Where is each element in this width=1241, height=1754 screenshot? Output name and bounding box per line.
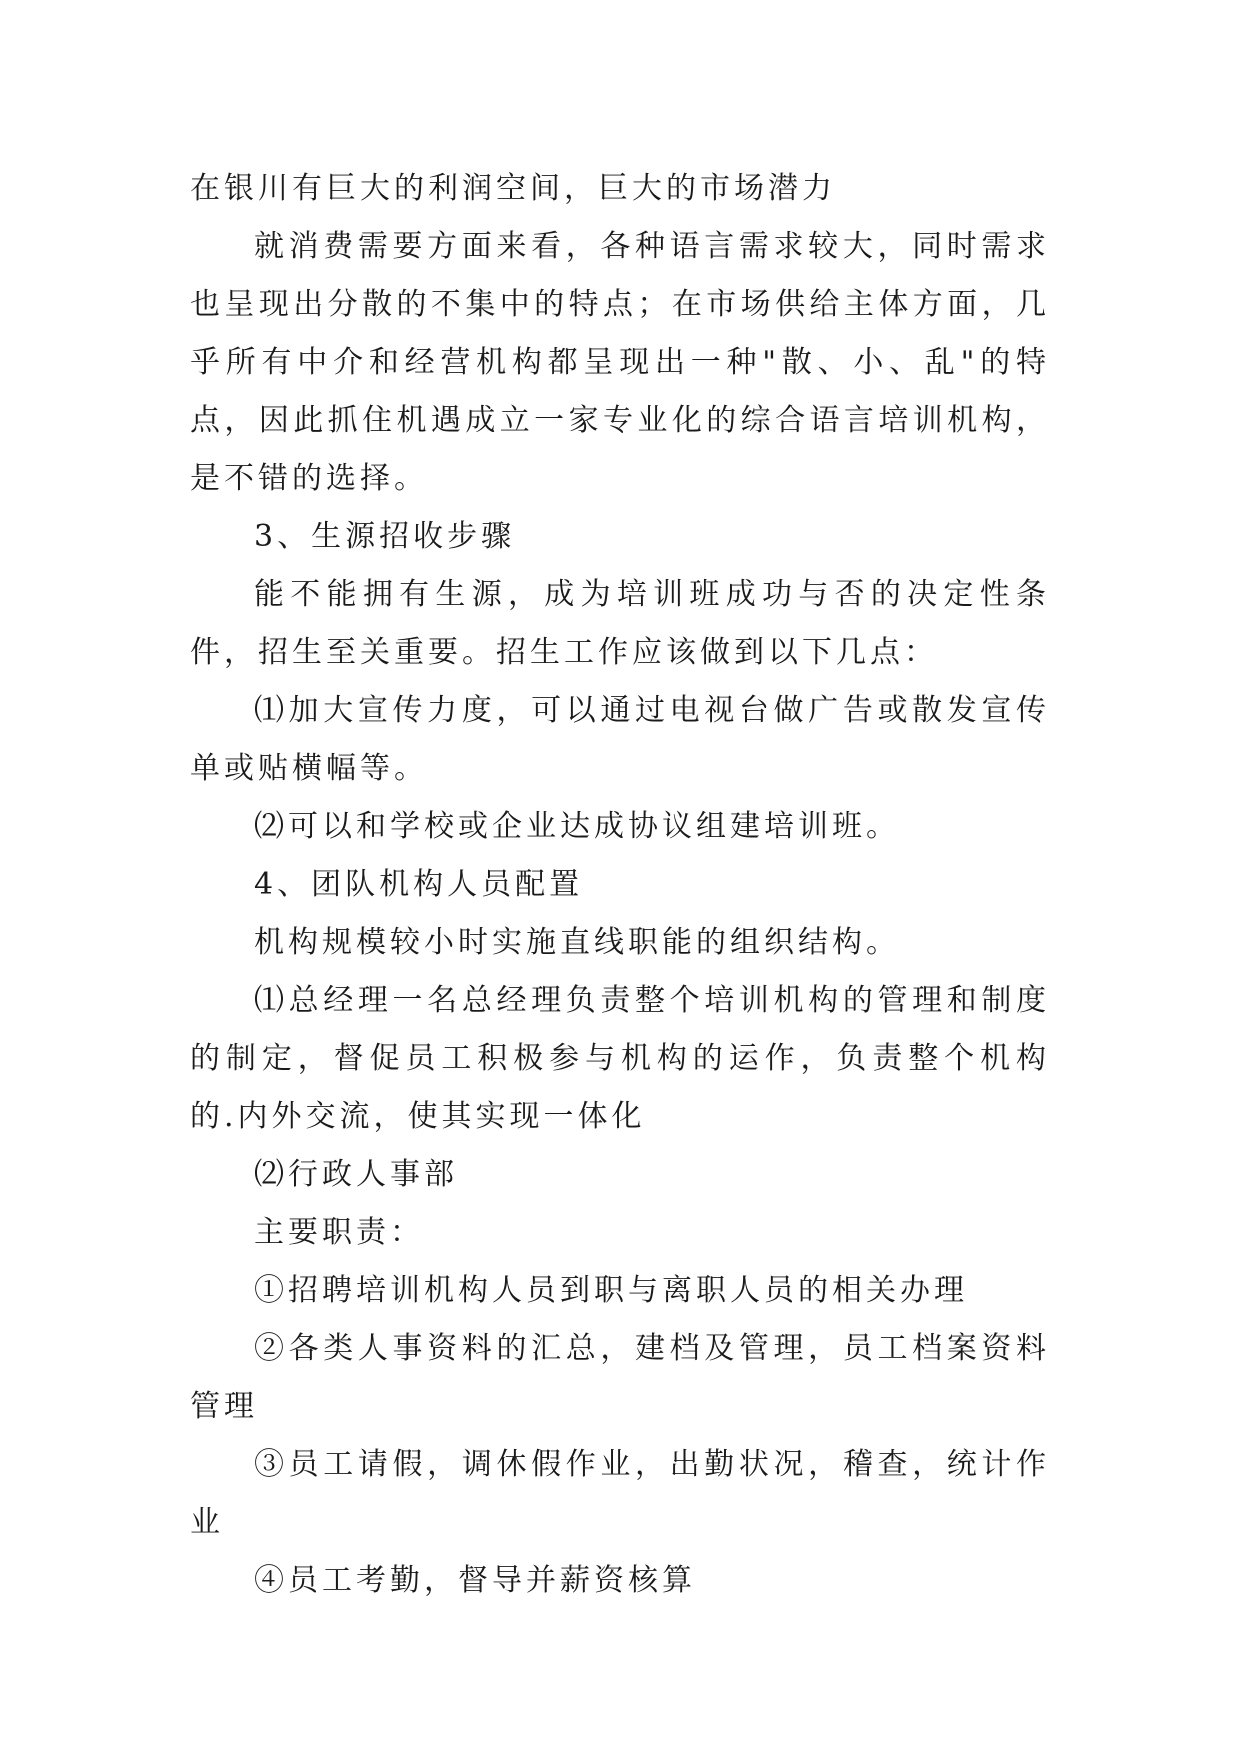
paragraph: 主要职责： [254,1215,424,1250]
list-item: ⑵行政人事部 [254,1157,458,1192]
list-item: ③员工请假，调休假作业，出勤状况，稽查，统计作业 [190,1447,1050,1540]
paragraph: 在银川有巨大的利润空间，巨大的市场潜力 [190,171,836,206]
list-item: ④员工考勤，督导并薪资核算 [254,1563,696,1598]
paragraph: 机构规模较小时实施直线职能的组织结构。 [254,925,900,960]
section-heading: 4、团队机构人员配置 [254,867,584,902]
list-item: ②各类人事资料的汇总，建档及管理，员工档案资料管理 [190,1331,1050,1424]
list-item: ⑵可以和学校或企业达成协议组建培训班。 [254,809,900,844]
list-item: ①招聘培训机构人员到职与离职人员的相关办理 [254,1273,968,1308]
section-heading: 3、生源招收步骤 [254,519,516,554]
list-item: ⑴总经理一名总经理负责整个培训机构的管理和制度的制定，督促员工积极参与机构的运作，负责整个机构的.内外交流，使其实现一体化 [190,983,1050,1134]
paragraph: 能不能拥有生源，成为培训班成功与否的决定性条件，招生至关重要。招生工作应该做到以下几点： [190,577,1050,670]
list-item: ⑴加大宣传力度，可以通过电视台做广告或散发宣传单或贴横幅等。 [190,693,1050,786]
document-body [190,160,1050,1610]
paragraph: 就消费需要方面来看，各种语言需求较大，同时需求也呈现出分散的不集中的特点；在市场供给主体方面，几乎所有中介和经营机构都呈现出一种"散、小、乱"的特点，因此抓住机遇成立一家专业化的综合语言培训机构，是不错的选择。 [190,229,1050,496]
